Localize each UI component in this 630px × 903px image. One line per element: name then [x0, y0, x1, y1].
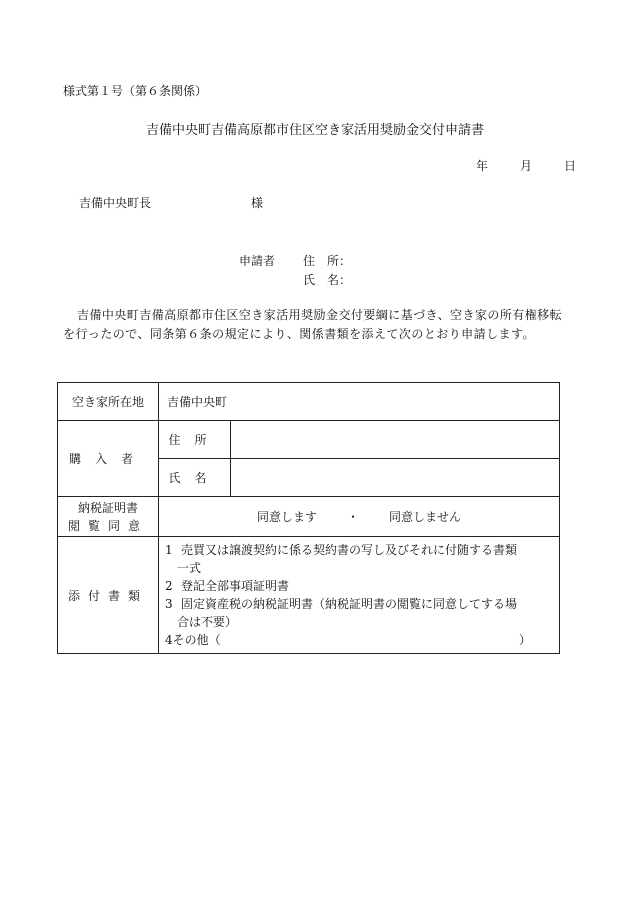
list-item: [165, 577, 553, 595]
addressee-name: 吉備中央町長: [79, 196, 152, 210]
date-year: 年: [476, 159, 489, 173]
applicant-address-label: 住 所：: [303, 254, 352, 268]
buyer-address-label: 住所: [159, 421, 231, 459]
date-month: 月: [520, 159, 533, 173]
attachment-number: 2: [165, 579, 173, 593]
date-day: 日: [564, 159, 577, 173]
list-item: [165, 541, 553, 577]
location-label: 空き家所在地: [58, 383, 159, 421]
buyer-name-field[interactable]: [231, 459, 560, 497]
attachment-other-close: ）: [518, 633, 531, 647]
consent-disagree-option[interactable]: 同意しません: [389, 510, 462, 524]
consent-options: [159, 497, 560, 537]
consent-label-line1: 納税証明書: [77, 500, 138, 515]
attachment-number: 3: [165, 597, 173, 611]
attachment-continuation: 合は不要）: [177, 615, 238, 629]
attachment-number: 4: [165, 633, 173, 647]
table-row: [58, 383, 560, 421]
table-row: [58, 537, 560, 654]
table-row: [58, 421, 560, 459]
consent-label: [58, 497, 159, 537]
document-title: 吉備中央町吉備高原都市住区空き家活用奨励金交付申請書: [145, 123, 484, 138]
list-item: [165, 631, 553, 649]
body-text: 吉備中央町吉備高原都市住区空き家活用奨励金交付要綱に基づき、空き家の所有権移転を行ったので、同条第６条の規定により、関係書類を添えて次のとおり申請します。: [63, 308, 563, 341]
location-value[interactable]: 吉備中央町: [159, 383, 560, 421]
attachment-text: 売買又は譲渡契約に係る契約書の写し及びそれに付随する書類: [181, 543, 518, 557]
application-table: [57, 382, 560, 654]
attachment-number: 1: [165, 543, 173, 557]
consent-label-line2: 閲覧同意: [67, 518, 148, 533]
date-line: [476, 157, 576, 174]
attachments-label: 添付書類: [58, 537, 159, 654]
buyer-name-label: 氏名: [159, 459, 231, 497]
attachment-continuation: 一式: [177, 561, 202, 575]
addressee: [79, 194, 263, 211]
attachments-list: [159, 537, 560, 654]
attachment-other-label: その他（: [172, 633, 221, 647]
applicant-name-label: 氏 名：: [303, 273, 352, 287]
attachment-text: 固定資産税の納税証明書（納税証明書の閲覧に同意してする場: [181, 597, 518, 611]
buyer-address-field[interactable]: [231, 421, 560, 459]
table-row: [58, 497, 560, 537]
form-number: 様式第１号（第６条関係）: [63, 84, 208, 98]
list-item: [165, 595, 553, 631]
buyer-label: 購入者: [58, 421, 159, 497]
attachment-text: 登記全部事項証明書: [181, 579, 290, 593]
addressee-honorific: 様: [251, 196, 264, 210]
consent-agree-option[interactable]: 同意します: [256, 510, 317, 524]
applicant-label: 申請者: [239, 254, 276, 268]
consent-separator: ・: [346, 510, 359, 524]
